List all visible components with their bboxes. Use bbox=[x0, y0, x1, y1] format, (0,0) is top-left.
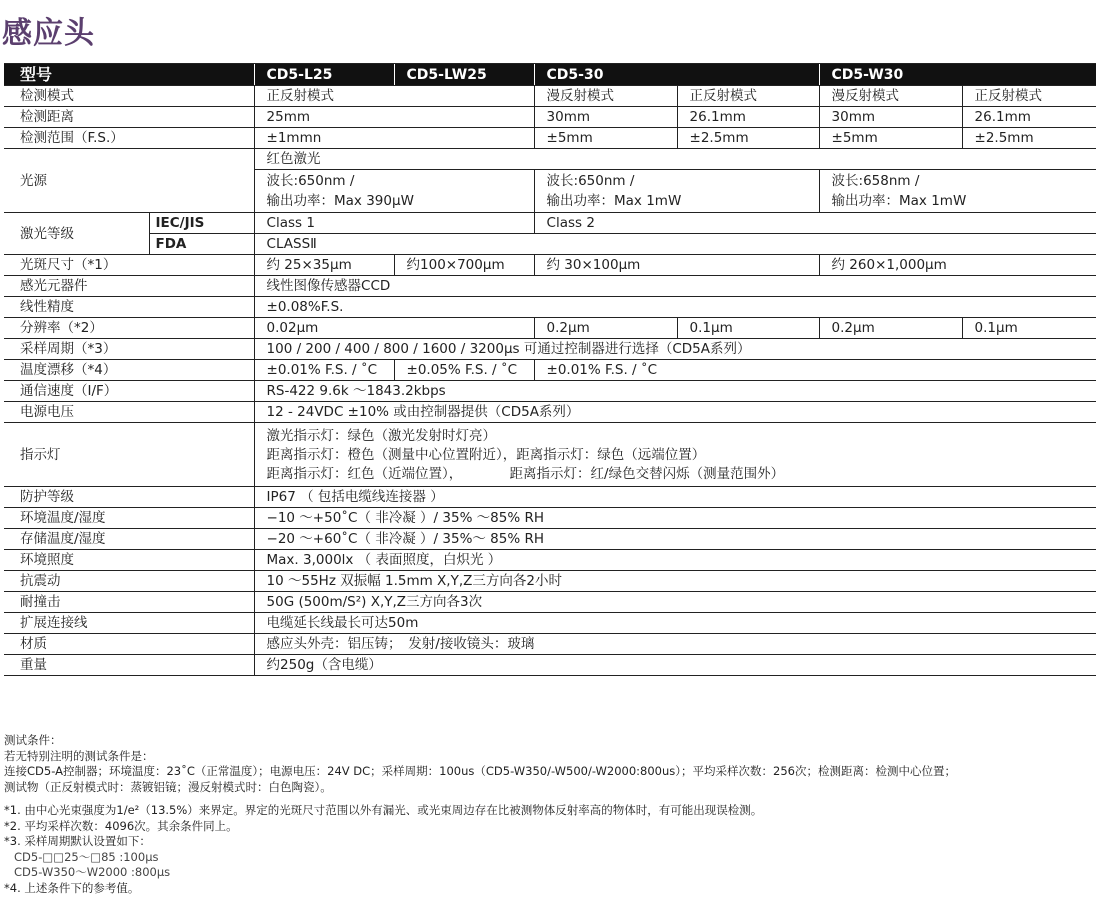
indicator-line: 距离指示灯：橙色（测量中心位置附近），距离指示灯：绿色（远端位置） bbox=[266, 447, 706, 463]
cell: 0.2μm bbox=[534, 318, 677, 339]
cell: 正反射模式 bbox=[677, 86, 819, 107]
table-row bbox=[4, 508, 1096, 529]
footnote-3-item: CD5-□□25～□85 :100μs bbox=[14, 849, 159, 864]
table-row bbox=[4, 571, 1096, 592]
cell: 约 25×35μm bbox=[254, 255, 394, 276]
cell: 漫反射模式 bbox=[819, 86, 962, 107]
table-row bbox=[4, 213, 1096, 234]
cell: ±0.01% F.S. / ˚C bbox=[254, 360, 394, 381]
cell: ±5mm bbox=[534, 128, 677, 149]
table-row bbox=[4, 276, 1096, 297]
cell: RS-422 9.6k ～1843.2kbps bbox=[254, 381, 1096, 402]
table-row bbox=[4, 234, 1096, 255]
row-label: 材质 bbox=[4, 634, 254, 655]
model-cd5-30: CD5-30 bbox=[534, 64, 819, 86]
row-label: 指示灯 bbox=[4, 423, 254, 487]
row-label: 扩展连接线 bbox=[4, 613, 254, 634]
table-row bbox=[4, 550, 1096, 571]
table-row bbox=[4, 86, 1096, 107]
test-conditions-intro: 若无特别注明的测试条件是： bbox=[4, 748, 154, 763]
row-label: 光源 bbox=[4, 149, 254, 213]
cell: 0.1μm bbox=[677, 318, 819, 339]
table-row bbox=[4, 297, 1096, 318]
cell: 26.1mm bbox=[677, 107, 819, 128]
notes bbox=[4, 733, 956, 896]
row-label: 线性精度 bbox=[4, 297, 254, 318]
cell: 感应头外壳：铝压铸； 发射/接收镜头：玻璃 bbox=[254, 634, 1096, 655]
cell: 25mm bbox=[254, 107, 534, 128]
table-row bbox=[4, 149, 1096, 170]
table-row bbox=[4, 339, 1096, 360]
row-label: 温度漂移（*4） bbox=[4, 360, 254, 381]
row-label: 检测距离 bbox=[4, 107, 254, 128]
wavelength: 波长:658nm / bbox=[831, 173, 920, 189]
cell: 约250g（含电缆） bbox=[254, 655, 1096, 676]
cell: 0.1μm bbox=[962, 318, 1096, 339]
cell: ±2.5mm bbox=[677, 128, 819, 149]
cell: 26.1mm bbox=[962, 107, 1096, 128]
model-header: 型号 bbox=[4, 64, 254, 86]
row-label: 环境温度/湿度 bbox=[4, 508, 254, 529]
row-label: 分辨率（*2） bbox=[4, 318, 254, 339]
footnote-3-item: CD5-W350～W2000 :800μs bbox=[14, 865, 171, 879]
cell: 0.2μm bbox=[819, 318, 962, 339]
cell: 10 ～55Hz 双振幅 1.5mm X,Y,Z三方向各2小时 bbox=[254, 571, 1096, 592]
model-cd5-w30: CD5-W30 bbox=[819, 64, 1096, 86]
table-row bbox=[4, 255, 1096, 276]
row-label: 防护等级 bbox=[4, 487, 254, 508]
cell: 约 260×1,000μm bbox=[819, 255, 1096, 276]
sub-label: IEC/JIS bbox=[149, 213, 254, 234]
row-label: 光斑尺寸（*1） bbox=[4, 255, 254, 276]
table-row bbox=[4, 487, 1096, 508]
output-power: 输出功率：Max 1mW bbox=[831, 193, 967, 209]
cell bbox=[254, 170, 534, 213]
row-label: 抗震动 bbox=[4, 571, 254, 592]
cell: Max. 3,000lx （ 表面照度，白炽光 ） bbox=[254, 550, 1096, 571]
row-label: 耐撞击 bbox=[4, 592, 254, 613]
cell: 红色激光 bbox=[254, 149, 1096, 170]
cell: 约100×700μm bbox=[394, 255, 534, 276]
cell: −10 ～+50˚C（ 非冷凝 ）/ 35% ～85% RH bbox=[254, 508, 1096, 529]
cell: CLASSⅡ bbox=[254, 234, 1096, 255]
cell: 12 - 24VDC ±10% 或由控制器提供（CD5A系列） bbox=[254, 402, 1096, 423]
cell: ±0.01% F.S. / ˚C bbox=[534, 360, 1096, 381]
table-row bbox=[4, 655, 1096, 676]
cell: 50G (500m/S²) X,Y,Z三方向各3次 bbox=[254, 592, 1096, 613]
row-label: 环境照度 bbox=[4, 550, 254, 571]
footnote-1: *1. 由中心光束强度为1/e²（13.5%）来界定。界定的光斑尺寸范围以外有漏光、或光束周边存在比被测物体反射率高的物体时，有可能出现误检测。 bbox=[4, 803, 763, 817]
output-power: 输出功率：Max 390μW bbox=[266, 193, 414, 209]
cell: 30mm bbox=[534, 107, 677, 128]
output-power: 输出功率：Max 1mW bbox=[546, 193, 682, 209]
row-label: 通信速度（I/F） bbox=[4, 381, 254, 402]
cell: Class 1 bbox=[254, 213, 534, 234]
cell: 约 30×100μm bbox=[534, 255, 819, 276]
table-row bbox=[4, 381, 1096, 402]
cell: 0.02μm bbox=[254, 318, 534, 339]
model-cd5-l25: CD5-L25 bbox=[254, 64, 394, 86]
cell: ±2.5mm bbox=[962, 128, 1096, 149]
table-row bbox=[4, 107, 1096, 128]
cell: ±1mmn bbox=[254, 128, 534, 149]
cell: ±5mm bbox=[819, 128, 962, 149]
cell: Class 2 bbox=[534, 213, 1096, 234]
table-row bbox=[4, 128, 1096, 149]
row-label: 感光元器件 bbox=[4, 276, 254, 297]
cell: ±0.08%F.S. bbox=[254, 297, 1096, 318]
footnote-3: *3. 采样周期默认设置如下： bbox=[4, 834, 151, 848]
cell: 线性图像传感器CCD bbox=[254, 276, 1096, 297]
wavelength: 波长:650nm / bbox=[546, 173, 635, 189]
test-conditions-line: 测试物（正反射模式时：蒸镀铝镜；漫反射模式时：白色陶瓷）。 bbox=[4, 779, 332, 794]
cell: 正反射模式 bbox=[962, 86, 1096, 107]
cell: −20 ～+60˚C（ 非冷凝 ）/ 35%～ 85% RH bbox=[254, 529, 1096, 550]
row-label: 存储温度/湿度 bbox=[4, 529, 254, 550]
indicator-line: 距离指示灯：红色（近端位置）， 距离指示灯：红/绿色交替闪烁（测量范围外） bbox=[266, 466, 785, 482]
table-row bbox=[4, 634, 1096, 655]
spec-table bbox=[4, 63, 1096, 676]
row-label: 重量 bbox=[4, 655, 254, 676]
footnote-2: *2. 平均采样次数：4096次。其余条件同上。 bbox=[4, 818, 238, 833]
page-title: 感应头 bbox=[2, 16, 95, 51]
table-row bbox=[4, 529, 1096, 550]
cell bbox=[819, 170, 1096, 213]
cell: 100 / 200 / 400 / 800 / 1600 / 3200μs 可通过控制器进行选择（CD5A系列） bbox=[254, 339, 1096, 360]
cell: 正反射模式 bbox=[254, 86, 534, 107]
row-label: 电源电压 bbox=[4, 402, 254, 423]
cell: IP67 （ 包括电缆线连接器 ） bbox=[254, 487, 1096, 508]
wavelength: 波长:650nm / bbox=[266, 173, 355, 189]
table-header bbox=[4, 64, 1096, 86]
cell: 30mm bbox=[819, 107, 962, 128]
footnote-4: *4. 上述条件下的参考值。 bbox=[4, 880, 140, 895]
test-conditions-title: 测试条件： bbox=[4, 733, 62, 747]
table-row bbox=[4, 423, 1096, 487]
cell: ±0.05% F.S. / ˚C bbox=[394, 360, 534, 381]
indicator-line: 激光指示灯：绿色（激光发射时灯亮） bbox=[266, 428, 497, 444]
row-label: 检测范围（F.S.） bbox=[4, 128, 254, 149]
row-label: 激光等级 bbox=[4, 213, 149, 255]
cell: 电缆延长线最长可达50m bbox=[254, 613, 1096, 634]
cell bbox=[534, 170, 819, 213]
table-row bbox=[4, 592, 1096, 613]
table-row bbox=[4, 318, 1096, 339]
row-label: 检测模式 bbox=[4, 86, 254, 107]
table-row bbox=[4, 402, 1096, 423]
table-row bbox=[4, 613, 1096, 634]
table-row bbox=[4, 360, 1096, 381]
model-cd5-lw25: CD5-LW25 bbox=[394, 64, 534, 86]
cell: 漫反射模式 bbox=[534, 86, 677, 107]
test-conditions-line: 连接CD5-A控制器；环境温度：23˚C（正常温度）；电源电压：24V DC；采样周期：100us（CD5-W350/-W500/-W2000:800us）；平均采样次数：256次；检测距离：检测中心位置； bbox=[4, 764, 956, 778]
cell bbox=[254, 423, 1096, 487]
sub-label: FDA bbox=[149, 234, 254, 255]
row-label: 采样周期（*3） bbox=[4, 339, 254, 360]
